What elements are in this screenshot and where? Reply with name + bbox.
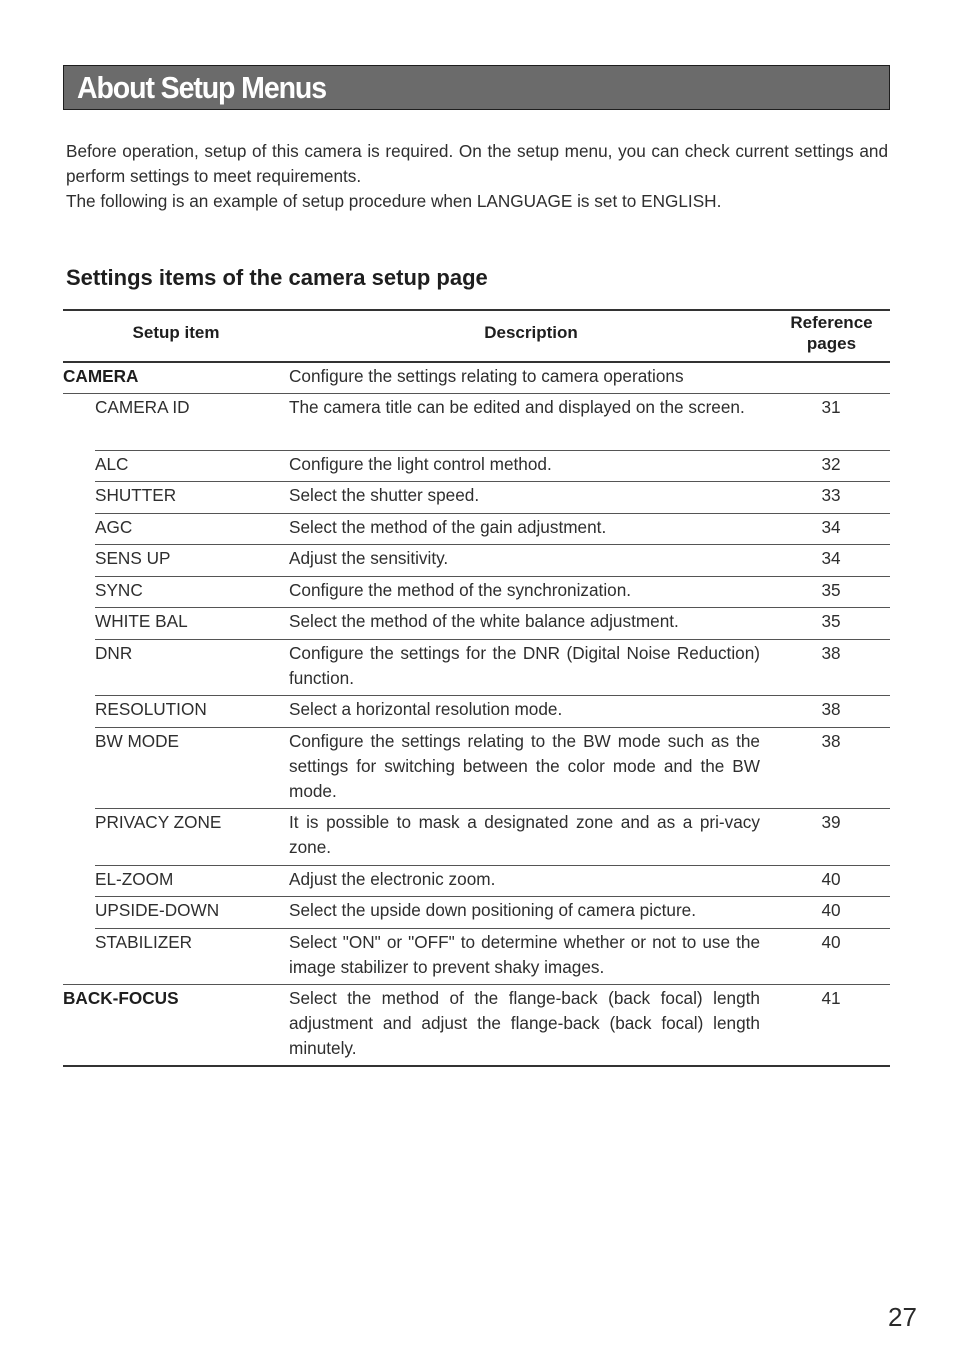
item-description: Select "ON" or "OFF" to determine whether or not to use the image stabilizer to prevent shaky images. [289, 932, 760, 977]
reference-page: 34 [821, 548, 841, 568]
setup-item: STABILIZER [95, 932, 193, 952]
table-row [63, 727, 890, 808]
table-row [63, 450, 890, 481]
item-description: Select a horizontal resolution mode. [289, 699, 563, 719]
setup-item: SYNC [95, 580, 143, 600]
header-description: Description [484, 323, 578, 342]
item-description: Select the shutter speed. [289, 485, 480, 505]
page-number: 27 [888, 1302, 917, 1332]
page-title: About Setup Menus [77, 70, 326, 105]
table-row [63, 984, 890, 1065]
item-description: Select the method of the white balance adjustment. [289, 611, 679, 631]
reference-page: 38 [821, 731, 841, 751]
reference-page: 41 [821, 988, 841, 1008]
table-row [63, 513, 890, 544]
item-description: Configure the method of the synchronization. [289, 580, 632, 600]
reference-page: 33 [821, 485, 841, 505]
item-description: Adjust the sensitivity. [289, 548, 449, 568]
item-description: Configure the settings for the DNR (Digital Noise Reduction) function. [289, 643, 760, 688]
table-row [63, 695, 890, 727]
header-setup-item: Setup item [132, 323, 220, 342]
intro-paragraph: Before operation, setup of this camera is required. On the setup menu, you can check current settings and perform settings to meet requirements. [66, 141, 888, 186]
reference-page: 34 [821, 517, 841, 537]
item-description: The camera title can be edited and displayed on the screen. [289, 397, 745, 417]
reference-page: 35 [821, 580, 841, 600]
reference-page: 31 [821, 397, 841, 417]
item-description: Adjust the electronic zoom. [289, 869, 496, 889]
setup-item: DNR [95, 643, 133, 663]
item-description: Select the method of the gain adjustment. [289, 517, 607, 537]
setup-item: ALC [95, 454, 129, 474]
setup-item: EL-ZOOM [95, 869, 174, 889]
table-row [63, 607, 890, 639]
setup-item: CAMERA ID [95, 397, 190, 417]
table-row [63, 576, 890, 607]
setup-item: RESOLUTION [95, 699, 207, 719]
item-description: Configure the settings relating to camera operations [289, 366, 684, 386]
table-row [63, 544, 890, 576]
reference-page: 35 [821, 611, 841, 631]
reference-page: 39 [821, 812, 841, 832]
reference-page: 32 [821, 454, 841, 474]
setup-item: SENS UP [95, 548, 171, 568]
table-row [63, 481, 890, 513]
reference-page: 40 [821, 932, 841, 952]
table-row [63, 639, 890, 695]
setup-item: CAMERA [63, 366, 139, 386]
header-reference-line: Reference [790, 313, 873, 332]
setup-item: BW MODE [95, 731, 180, 751]
item-description: Select the method of the flange-back (back focal) length adjustment and adjust the flange-back (back focal) length minutely. [289, 988, 760, 1058]
item-description: It is possible to mask a designated zone and as a pri-vacy zone. [289, 812, 760, 857]
setup-item: UPSIDE-DOWN [95, 900, 220, 920]
table-row [63, 808, 890, 865]
table-row [63, 865, 890, 896]
table-row [63, 362, 890, 393]
setup-item: SHUTTER [95, 485, 177, 505]
table-row [63, 393, 890, 450]
reference-page: 40 [821, 869, 841, 889]
title-bar [63, 65, 890, 110]
intro-text [66, 139, 888, 214]
table-row [63, 896, 890, 928]
item-description: Select the upside down positioning of camera picture. [289, 900, 697, 920]
setup-item: WHITE BAL [95, 611, 188, 631]
item-description: Configure the settings relating to the BW mode such as the settings for switching between the color mode and the BW mode. [289, 731, 760, 801]
header-reference-line: pages [806, 334, 857, 353]
intro-paragraph: The following is an example of setup procedure when LANGUAGE is set to ENGLISH. [66, 191, 722, 211]
setup-item: BACK-FOCUS [63, 988, 179, 1008]
header-reference-pages [773, 312, 890, 354]
row-divider [63, 1065, 890, 1067]
setup-item: PRIVACY ZONE [95, 812, 222, 832]
section-heading: Settings items of the camera setup page [66, 265, 488, 290]
reference-page: 40 [821, 900, 841, 920]
table-row [63, 928, 890, 984]
item-description: Configure the light control method. [289, 454, 552, 474]
table-top-rule [63, 309, 890, 311]
reference-page: 38 [821, 643, 841, 663]
reference-page: 38 [821, 699, 841, 719]
setup-item: AGC [95, 517, 133, 537]
